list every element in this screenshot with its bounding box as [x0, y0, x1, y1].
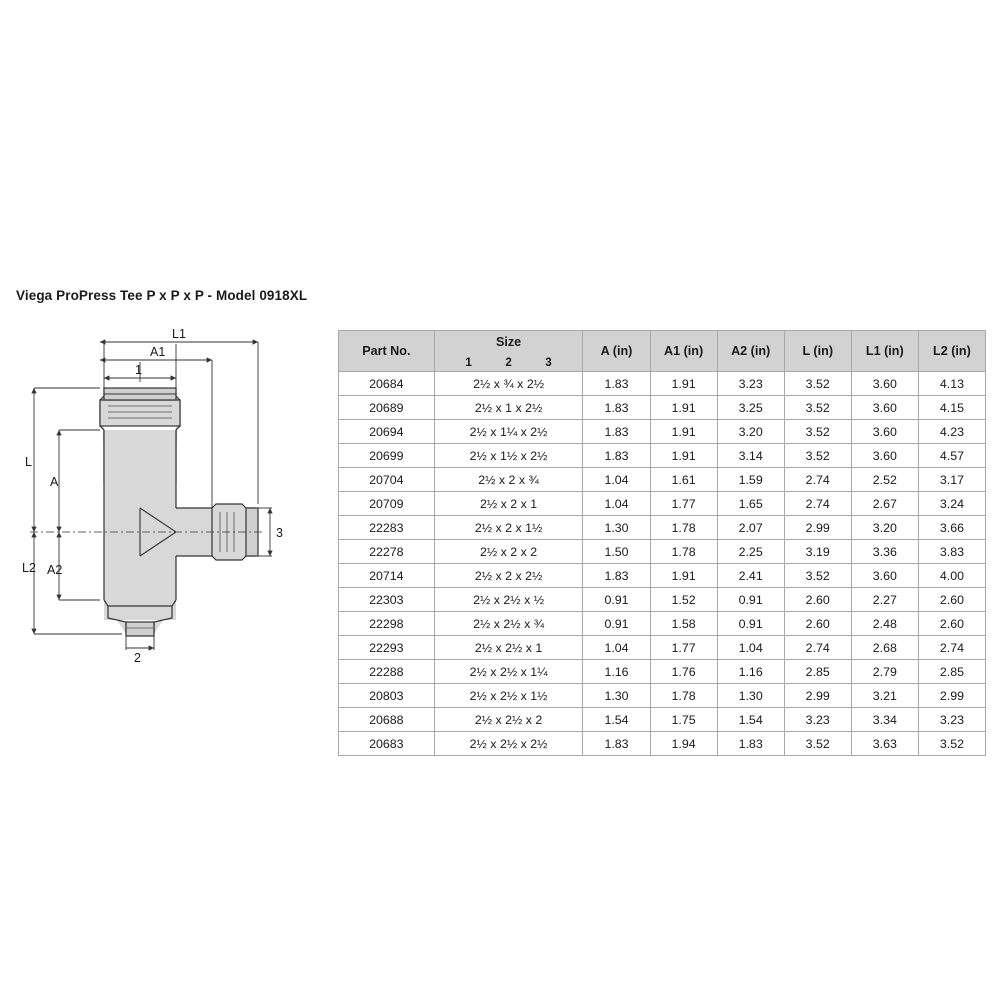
size-sub-1: 1: [465, 355, 472, 369]
cell-l1: 3.21: [851, 684, 918, 708]
table-body: [339, 372, 986, 756]
cell-l2: 2.74: [918, 636, 985, 660]
cell-a1: 1.91: [650, 420, 717, 444]
cell-l2: 2.60: [918, 612, 985, 636]
table-row: [339, 564, 986, 588]
cell-size: 2½ x 2½ x 1½: [434, 684, 583, 708]
cell-l1: 3.60: [851, 396, 918, 420]
cell-size: 2½ x 2½ x 1¼: [434, 660, 583, 684]
dim-label-3: 3: [276, 526, 283, 540]
cell-a1: 1.78: [650, 516, 717, 540]
column-header-a: A (in): [583, 331, 650, 372]
table-row: [339, 612, 986, 636]
cell-part-no: 22293: [339, 636, 435, 660]
cell-l1: 2.27: [851, 588, 918, 612]
cell-part-no: 20699: [339, 444, 435, 468]
cell-l1: 2.52: [851, 468, 918, 492]
cell-a: 1.83: [583, 444, 650, 468]
cell-l1: 3.60: [851, 420, 918, 444]
cell-a1: 1.61: [650, 468, 717, 492]
cell-l: 3.19: [784, 540, 851, 564]
cell-size: 2½ x 1¼ x 2½: [434, 420, 583, 444]
table-row: [339, 516, 986, 540]
cell-size: 2½ x 2 x 1: [434, 492, 583, 516]
cell-size: 2½ x 2 x 1½: [434, 516, 583, 540]
cell-a: 1.04: [583, 492, 650, 516]
cell-l1: 3.60: [851, 564, 918, 588]
column-header-part-no: Part No.: [339, 331, 435, 372]
dim-label-1: 1: [135, 363, 142, 377]
table-header-row-top: [339, 331, 986, 354]
cell-l: 3.52: [784, 396, 851, 420]
cell-l: 3.52: [784, 372, 851, 396]
cell-a1: 1.76: [650, 660, 717, 684]
cell-l2: 3.66: [918, 516, 985, 540]
cell-a: 1.83: [583, 396, 650, 420]
propress-tee-dimension-diagram: [14, 322, 314, 662]
column-header-l: L (in): [784, 331, 851, 372]
cell-l1: 2.68: [851, 636, 918, 660]
cell-part-no: 22278: [339, 540, 435, 564]
cell-a2: 1.59: [717, 468, 784, 492]
table-row: [339, 684, 986, 708]
cell-l: 3.52: [784, 444, 851, 468]
cell-part-no: 20684: [339, 372, 435, 396]
cell-l: 3.52: [784, 420, 851, 444]
cell-l1: 2.79: [851, 660, 918, 684]
column-header-a2: A2 (in): [717, 331, 784, 372]
cell-a1: 1.94: [650, 732, 717, 756]
cell-l1: 3.63: [851, 732, 918, 756]
cell-size: 2½ x 2½ x ½: [434, 588, 583, 612]
cell-part-no: 22288: [339, 660, 435, 684]
table-row: [339, 420, 986, 444]
dim-label-A: A: [50, 475, 59, 489]
cell-a2: 3.23: [717, 372, 784, 396]
dim-label-L1: L1: [172, 327, 186, 341]
cell-size: 2½ x 2½ x ¾: [434, 612, 583, 636]
size-sub-2: 2: [505, 355, 512, 369]
cell-part-no: 20704: [339, 468, 435, 492]
cell-a1: 1.91: [650, 564, 717, 588]
cell-a: 1.83: [583, 564, 650, 588]
cell-part-no: 20689: [339, 396, 435, 420]
table-row: [339, 396, 986, 420]
cell-a2: 0.91: [717, 588, 784, 612]
table-row: [339, 372, 986, 396]
cell-l2: 2.60: [918, 588, 985, 612]
cell-size: 2½ x 2 x 2: [434, 540, 583, 564]
cell-part-no: 20694: [339, 420, 435, 444]
table-row: [339, 636, 986, 660]
cell-a2: 3.14: [717, 444, 784, 468]
table-row: [339, 660, 986, 684]
cell-a1: 1.58: [650, 612, 717, 636]
cell-l1: 2.48: [851, 612, 918, 636]
cell-size: 2½ x 2 x 2½: [434, 564, 583, 588]
cell-l2: 4.13: [918, 372, 985, 396]
dimensions-table-container: [338, 330, 986, 756]
cell-a: 1.83: [583, 372, 650, 396]
cell-l2: 3.24: [918, 492, 985, 516]
cell-a: 1.83: [583, 732, 650, 756]
cell-a2: 2.25: [717, 540, 784, 564]
cell-size: 2½ x 2½ x 1: [434, 636, 583, 660]
dimensions-table: [338, 330, 986, 756]
table-row: [339, 540, 986, 564]
cell-size: 2½ x 1 x 2½: [434, 396, 583, 420]
cell-size: 2½ x ¾ x 2½: [434, 372, 583, 396]
cell-a: 1.54: [583, 708, 650, 732]
dim-label-A1: A1: [150, 345, 166, 359]
size-sub-3: 3: [545, 355, 552, 369]
cell-a1: 1.91: [650, 372, 717, 396]
cell-l2: 4.23: [918, 420, 985, 444]
cell-l1: 3.20: [851, 516, 918, 540]
cell-a1: 1.78: [650, 684, 717, 708]
cell-size: 2½ x 2½ x 2½: [434, 732, 583, 756]
cell-size: 2½ x 2½ x 2: [434, 708, 583, 732]
cell-part-no: 22283: [339, 516, 435, 540]
cell-a: 0.91: [583, 588, 650, 612]
cell-part-no: 22298: [339, 612, 435, 636]
table-header: [339, 331, 986, 372]
cell-l1: 3.60: [851, 372, 918, 396]
cell-a: 1.30: [583, 684, 650, 708]
cell-l: 2.74: [784, 636, 851, 660]
table-row: [339, 468, 986, 492]
cell-a2: 0.91: [717, 612, 784, 636]
column-header-l1: L1 (in): [851, 331, 918, 372]
cell-a2: 3.25: [717, 396, 784, 420]
cell-l: 2.74: [784, 468, 851, 492]
cell-a1: 1.78: [650, 540, 717, 564]
cell-part-no: 22303: [339, 588, 435, 612]
cell-a1: 1.77: [650, 636, 717, 660]
cell-a2: 1.04: [717, 636, 784, 660]
column-header-size-sub: [434, 353, 583, 372]
table-row: [339, 732, 986, 756]
cell-l2: 3.17: [918, 468, 985, 492]
tee-drawing-svg: [14, 322, 314, 662]
cell-part-no: 20714: [339, 564, 435, 588]
table-row: [339, 708, 986, 732]
cell-l: 3.52: [784, 564, 851, 588]
cell-size: 2½ x 2 x ¾: [434, 468, 583, 492]
cell-size: 2½ x 1½ x 2½: [434, 444, 583, 468]
table-row: [339, 444, 986, 468]
cell-a2: 1.30: [717, 684, 784, 708]
cell-l2: 4.00: [918, 564, 985, 588]
cell-part-no: 20683: [339, 732, 435, 756]
cell-a2: 1.83: [717, 732, 784, 756]
cell-a1: 1.75: [650, 708, 717, 732]
column-header-l2: L2 (in): [918, 331, 985, 372]
cell-l2: 2.99: [918, 684, 985, 708]
dim-label-A2: A2: [47, 563, 63, 577]
cell-a1: 1.77: [650, 492, 717, 516]
cell-a: 1.04: [583, 468, 650, 492]
cell-l: 3.52: [784, 732, 851, 756]
cell-a2: 1.65: [717, 492, 784, 516]
page-title: Viega ProPress Tee P x P x P - Model 0918XL: [16, 288, 308, 303]
cell-l1: 2.67: [851, 492, 918, 516]
cell-a: 1.04: [583, 636, 650, 660]
cell-part-no: 20688: [339, 708, 435, 732]
cell-l2: 2.85: [918, 660, 985, 684]
table-row: [339, 492, 986, 516]
cell-l: 2.60: [784, 612, 851, 636]
cell-l: 3.23: [784, 708, 851, 732]
cell-l1: 3.60: [851, 444, 918, 468]
cell-a1: 1.91: [650, 444, 717, 468]
dim-label-L: L: [25, 455, 32, 469]
table-row: [339, 588, 986, 612]
column-header-size: Size: [434, 331, 583, 354]
cell-a1: 1.91: [650, 396, 717, 420]
cell-a2: 1.54: [717, 708, 784, 732]
cell-a: 1.50: [583, 540, 650, 564]
cell-a2: 2.07: [717, 516, 784, 540]
cell-l: 2.85: [784, 660, 851, 684]
cell-a: 1.83: [583, 420, 650, 444]
cell-l: 2.99: [784, 684, 851, 708]
cell-a: 1.16: [583, 660, 650, 684]
cell-l2: 3.23: [918, 708, 985, 732]
dim-label-2: 2: [134, 651, 141, 662]
cell-a2: 2.41: [717, 564, 784, 588]
cell-l1: 3.36: [851, 540, 918, 564]
cell-l: 2.74: [784, 492, 851, 516]
cell-part-no: 20709: [339, 492, 435, 516]
cell-l: 2.99: [784, 516, 851, 540]
cell-a2: 3.20: [717, 420, 784, 444]
cell-a: 1.30: [583, 516, 650, 540]
cell-l2: 3.52: [918, 732, 985, 756]
column-header-a1: A1 (in): [650, 331, 717, 372]
cell-l2: 4.57: [918, 444, 985, 468]
cell-a2: 1.16: [717, 660, 784, 684]
dim-label-L2: L2: [22, 561, 36, 575]
cell-l2: 3.83: [918, 540, 985, 564]
cell-l1: 3.34: [851, 708, 918, 732]
cell-a: 0.91: [583, 612, 650, 636]
cell-part-no: 20803: [339, 684, 435, 708]
cell-l2: 4.15: [918, 396, 985, 420]
cell-l: 2.60: [784, 588, 851, 612]
cell-a1: 1.52: [650, 588, 717, 612]
